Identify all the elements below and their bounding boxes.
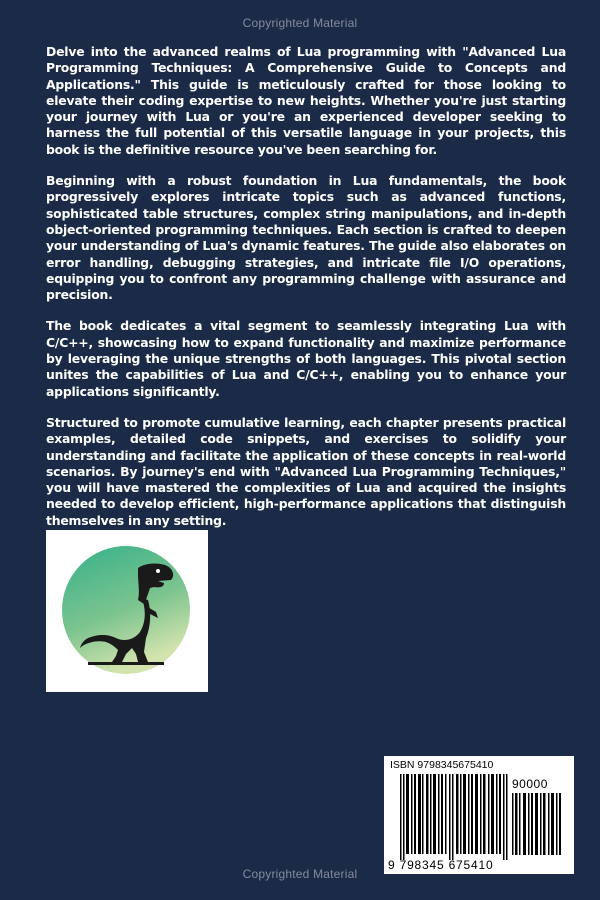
isbn-digits: 9 798345 675410: [388, 858, 494, 872]
dinosaur-icon: [46, 530, 208, 692]
blurb-paragraph: Delve into the advanced realms of Lua programming with "Advanced Lua Programming Techniques: A Comprehensive Guide to Concepts and Applications." This guide is meticulously crafted for those looking to elevate their coding expertise to new heights. Whether you're just starting your journey with Lua or you're an experienced developer seeking to harness the full potential of this versatile language in your projects, this book is the definitive resource you've been searching for.: [46, 44, 566, 157]
isbn-barcode: [384, 756, 574, 874]
isbn-label: ISBN 9798345675410: [390, 759, 494, 771]
barcode-bars: [400, 774, 508, 860]
price-barcode-bars: [512, 793, 564, 855]
blurb-paragraph: Structured to promote cumulative learning, each chapter presents practical examples, detailed code snippets, and exercises to solidify your understanding and facilitate the application of these concepts in real-world scenarios. By journey's end with "Advanced Lua Programming Techniques," you will have mastered the complexities of Lua and acquired the insights needed to develop efficient, high-performance applications that distinguish themselves in any setting.: [46, 414, 566, 528]
back-cover-blurb: [46, 44, 566, 544]
blurb-paragraph: Beginning with a robust foundation in Lua fundamentals, the book progressively explores intricate topics such as advanced functions, sophisticated table structures, complex string manipulations, and in-depth object-oriented programming techniques. Each section is crafted to deepen your understanding of Lua's dynamic features. The guide also elaborates on error handling, debugging strategies, and intricate file I/O operations, equipping you to confront any programming challenge with assurance and precision.: [46, 173, 566, 303]
blurb-paragraph: The book dedicates a vital segment to seamlessly integrating Lua with C/C++, showcasing how to expand functionality and maximize performance by leveraging the unique strengths of both languages. This pivotal section unites the capabilities of Lua and C/C++, enabling you to enhance your applications significantly.: [46, 318, 566, 399]
watermark-bottom: Copyrighted Material: [242, 867, 358, 881]
price-code: 90000: [512, 777, 548, 791]
watermark-top: Copyrighted Material: [242, 16, 358, 30]
publisher-logo: [46, 530, 208, 692]
